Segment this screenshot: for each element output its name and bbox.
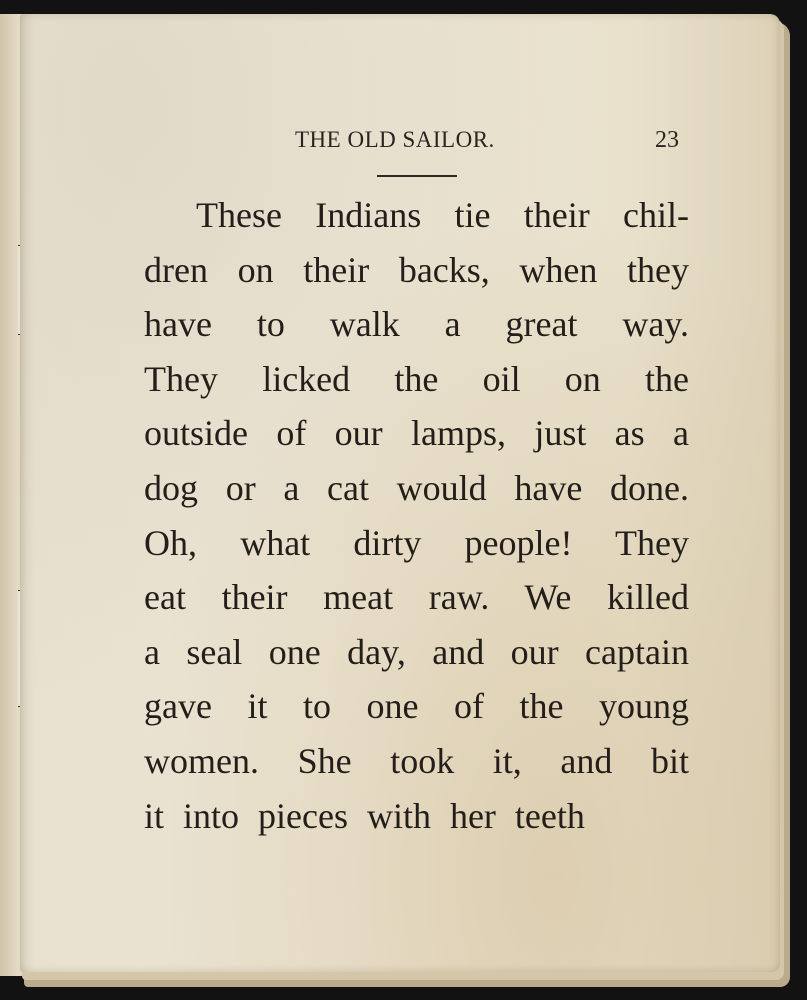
text-line: women. She took it, and bit [144,740,689,781]
head-rule [377,175,457,177]
text-line: They licked the oil on the [144,358,689,399]
text-line: outside of our lamps, just as a [144,413,689,454]
text-line: These Indians tie their chil- [196,195,689,235]
text-line: Oh, what dirty people! They [144,522,689,563]
running-head: THE OLD SAILOR. [295,127,495,152]
text-line: gave it to one of the young [144,686,689,727]
text-line: a seal one day, and our captain [144,631,689,672]
text-line: dren on their backs, when they [144,249,689,290]
text-line: eat their meat raw. We killed [144,577,689,618]
text-line: it into pieces with her teeth [144,795,585,836]
body-text [144,188,689,843]
page-number: 23 [655,127,679,153]
book-page [20,14,780,972]
text-line: have to walk a great way. [144,304,689,345]
text-line: dog or a cat would have done. [144,467,689,508]
